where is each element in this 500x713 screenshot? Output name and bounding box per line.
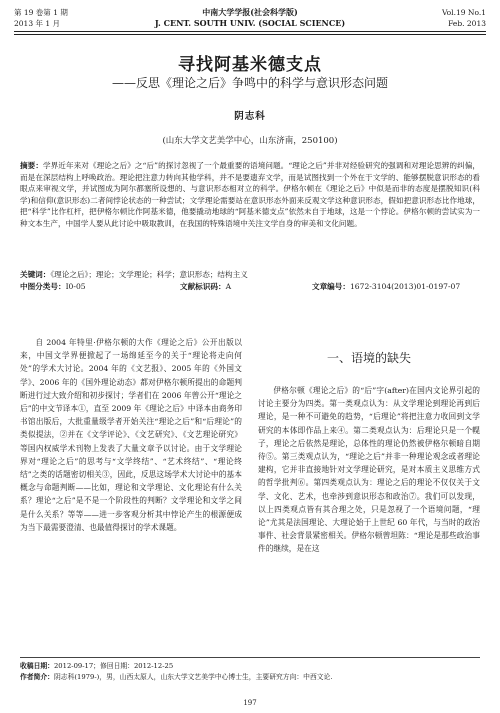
- document-code: [180, 281, 231, 292]
- page-number: 197: [243, 699, 257, 707]
- received-label: 收稿日期：: [20, 662, 54, 670]
- doc-value: A: [225, 282, 232, 291]
- article-title: 寻找阿基米德支点: [178, 55, 322, 75]
- journal-header: [14, 7, 486, 41]
- volume-issue-en: Vol.19 No.1: [441, 8, 486, 17]
- journal-name: [14, 7, 486, 29]
- author-name: 阴志科: [234, 111, 266, 122]
- journal-name-en: J. CENT. SOUTH UNIV. (SOCIAL SCIENCE): [154, 18, 346, 28]
- body-right-column: [258, 384, 480, 556]
- volume-issue: 第 19 卷第 1 期: [14, 8, 68, 17]
- received-value: 2012-09-17；修回日期：2012-12-25: [53, 662, 174, 670]
- art-label: 文章编号：: [312, 282, 350, 291]
- keywords-label: 关键词：: [20, 270, 51, 279]
- clc-label: 中图分类号：: [20, 282, 66, 291]
- section-heading: 一、语境的缺失: [326, 351, 411, 365]
- clc-number: [20, 281, 86, 292]
- author-bio-value: 阴志科(1979-)，男，山西太原人，山东大学文艺美学中心博士生，主要研究方向：中西文论.: [53, 672, 333, 681]
- clc-value: I0-05: [65, 282, 86, 291]
- author-bio: [20, 672, 480, 683]
- author-affiliation: (山东大学文艺美学中心，山东济南，250100): [162, 136, 338, 146]
- abstract-label: 摘要：: [20, 161, 43, 170]
- doc-label: 文献标识码：: [180, 282, 226, 291]
- abstract: [20, 160, 480, 230]
- issue-date-en: Feb. 2013: [448, 19, 486, 28]
- body-left-column: [20, 336, 242, 534]
- issue-date: 2013 年 1 月: [14, 19, 61, 28]
- right-column-paragraph: 伊格尔顿《理论之后》的“后”字(after)在国内文论界引起的讨论主要分为四类。第一类观点认为：从文学理论到理论再到后理论，是一种不可避免的趋势，“后理论”将把注意力收回到文学研究的本体即作品上来④。第二类观点认为：后理论只是一个幌子，理论之后依然是理论，总体性的理论仍然被伊格尔顿暗自期待⑤。第三类观点认为，“理论之后”并非一种理论观念或者理论建构，它并非直接地针对文学理论研究，是对本质主义思维方式的哲学批判⑥。第四类观点认为：理论之后的理论不仅仅关于文学、文化、艺术，也牵涉到意识形态和政治⑦。我们可以发现，以上四类观点皆有其合理之处，只是忽视了一个语境问题，“理论”尤其是法国理论、大理论始于上世纪 60 年代，与当时的政治事件、社会背景紧密相关。伊格尔顿曾坦陈：“理论是那些政治事件的继续，是在这: [258, 386, 480, 554]
- footnote: [20, 657, 480, 682]
- header-rule-thin: [14, 34, 486, 35]
- author-bio-label: 作者简介：: [20, 672, 54, 681]
- art-value: 1672-3104(2013)01-0197-07: [349, 282, 461, 291]
- header-rule-thick: [14, 31, 486, 32]
- issue-info-en: [442, 7, 486, 29]
- article-number: [312, 281, 460, 292]
- article-subtitle: ——反思《理论之后》争鸣中的科学与意识形态问题: [111, 76, 388, 90]
- left-column-paragraph: 自 2004 年特里·伊格尔顿的大作《理论之后》公开出版以来，中国文学界便掀起了一场绵延至今的关于“理论将走向何处”的学术大讨论。2004 年的《文艺报》、2005 年的《外国文学》、2006 年的《国外理论动态》都对伊格尔顿所提出的命题判断进行过大致介绍和初步探讨；学者们在 2006 年曾公开“理论之后”的中文节译本①，直至 2009 年《理论之后》中译本由商务印书馆出版后，大批重量级学者开始关注“理论之后”和“后理论”的类似提法，②并在《文学评论》、《文艺研究》、《文艺理论研究》等国内权威学术刊物上发表了大量文章予以讨论。由于文学理论界对“理论之后”的思考与“文学终结”、“艺术终结”、“理论终结”之类的话题密切相关③，因此，反思这场学术大讨论中的基本概念与命题判断——比如，理论和文学理论、文化理论有什么关系？理论“之后”是不是一个阶段性的判断？文学理论和文学之间是什么关系？等等——进一步客观分析其中悖论产生的根源便成为当下最需要澄清、也最值得探讨的学术课题。: [20, 338, 242, 532]
- received-date: [20, 661, 480, 672]
- keywords-text: 《理论之后》；理论；文学理论；科学；意识形态；结构主义: [50, 270, 248, 279]
- keywords: [20, 269, 480, 280]
- journal-name-cn: 中南大学学报(社会科学版): [202, 7, 298, 17]
- abstract-text: 学界近年来对《理论之后》之“后”的探讨忽视了一个最重要的语境问题。“理论之后”并非对经验研究的强调和对理论思辨的纠偏，而是在深层结构上呼唤政治。理论把注意力转向其他学科，并不是要遗弃文学，而是试图找到一个外在于文学的、能够摆脱意识形态的看眼点来审视文学，并试图成为阿尔都塞所设想的、与意识形态相对立的科学。伊格尔顿在《理论之后》中似是而非的态度是摆脱知识(科学)和信仰(意识形态)二者间悖论状态的一种尝试；文学理论需要站在意识形态外面来反观文学这种意识形态，假如把意识形态比作地球，把“科学”比作杠杆，把伊格尔顿比作阿基米德，他要撬动地球的“阿基米德支点”依然未自于地球，这是一个悖论。伊格尔顿的尝试实为一种文本生产，中国学人要从此讨论中吸取教训，在我国的特殊语境中关注文学自身的审美和文化问题。: [20, 161, 480, 228]
